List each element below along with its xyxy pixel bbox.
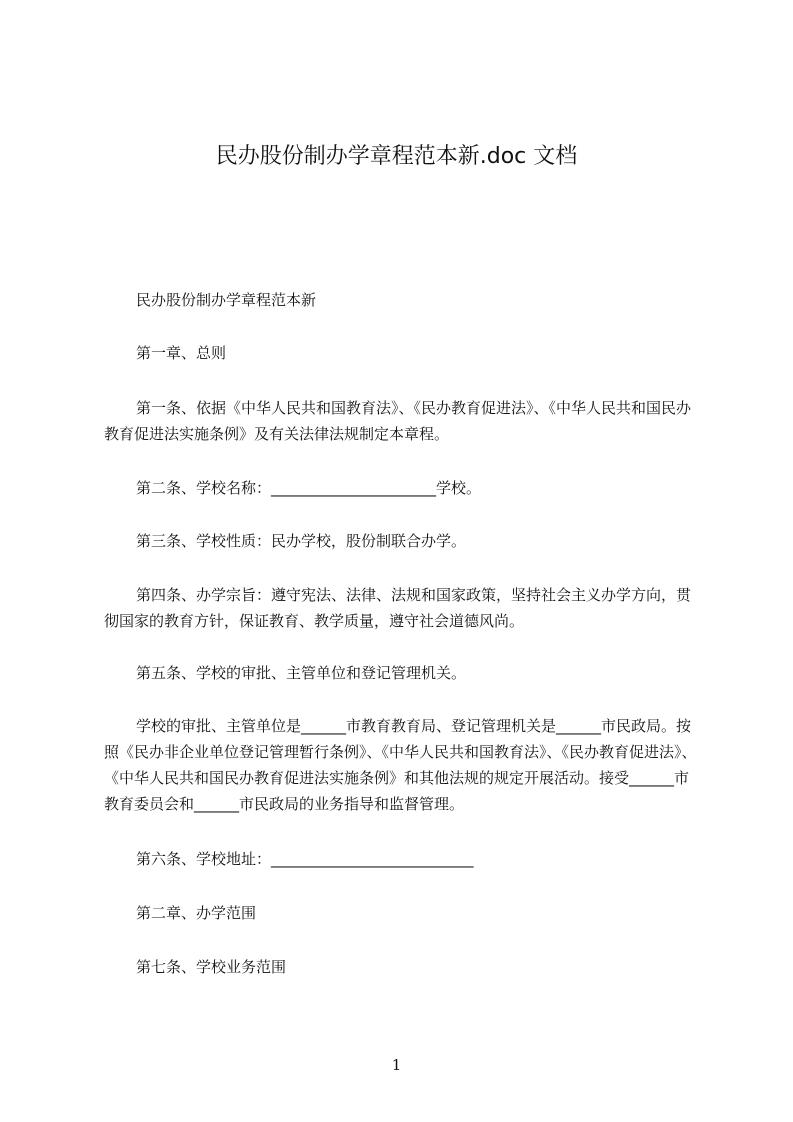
paragraph-article-7: 第七条、学校业务范围 (136, 958, 287, 976)
paragraph-article-3: 第三条、学校性质：民办学校，股份制联合办学。 (136, 532, 467, 550)
paragraph-article-5-detail: 学校的审批、主管单位是______市教育教育局、登记管理机关是______市民政局。按照《民办非企业单位登记管理暂行条例》、《中华人民共和国教育法》、《民办教育促进法》、《中华人民共和国民办教育促进法实施条例》和其他法规的规定开展活动。接受______市教育委员会和______市民政局的业务指导和监督管理。 (104, 717, 697, 813)
paragraph-doc-heading: 民办股份制办学章程范本新 (136, 291, 317, 309)
paragraph-article-6: 第六条、学校地址：___________________________ (136, 850, 474, 868)
paragraph-article-4: 第四条、办学宗旨：遵守宪法、法律、法规和国家政策，坚持社会主义办学方向，贯彻国家的教育方针，保证教育、教学质量，遵守社会道德风尚。 (104, 586, 692, 630)
paragraph-article-2: 第二条、学校名称：______________________学校。 (136, 479, 482, 497)
paragraph-article-5: 第五条、学校的审批、主管单位和登记管理机关。 (136, 664, 467, 682)
paragraph-article-1: 第一条、依据《中华人民共和国教育法》、《民办教育促进法》、《中华人民共和国民办教育促进法实施条例》及有关法律法规制定本章程。 (104, 399, 692, 443)
paragraph-chapter-2: 第二章、办学范围 (136, 904, 257, 922)
paragraph-chapter-1: 第一章、总则 (136, 344, 227, 362)
document-title: 民办股份制办学章程范本新.doc 文档 (215, 144, 578, 169)
page-number: 1 (391, 1056, 402, 1074)
